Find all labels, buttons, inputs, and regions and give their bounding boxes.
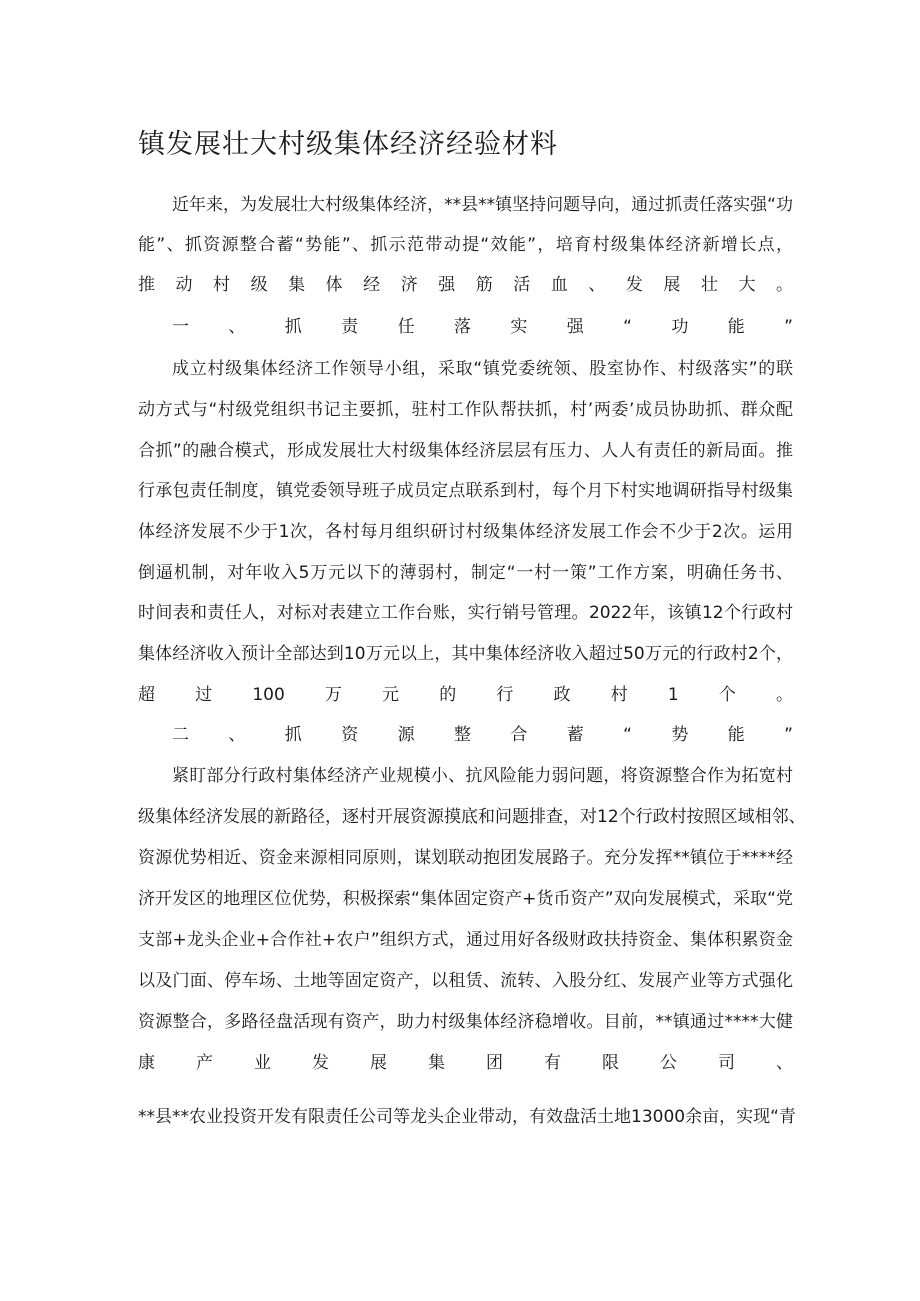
paragraph-line: 资源整合，多路径盘活现有资产，助力村级集体经济稳增收。目前，**镇通过****大健 <box>138 1012 793 1032</box>
paragraph-line: 级集体经济发展的新路径，逐村开展资源摸底和问题排查，对12个行政村按照区域相邻、 <box>138 807 806 827</box>
paragraph-line: 超过100万元的行政村1个。 <box>138 685 793 705</box>
paragraph-line: 体经济发展不少于1次，各村每月组织研讨村级集体经济发展工作会不少于2次。运用 <box>138 522 793 542</box>
paragraph-line: 支部+龙头企业+合作社+农户”组织方式，通过用好各级财政扶持资金、集体积累资金 <box>138 930 793 950</box>
paragraph-line: 近年来，为发展壮大村级集体经济，**县**镇坚持问题导向，通过抓责任落实强“功 <box>172 195 793 215</box>
paragraph-line: 时间表和责任人，对标对表建立工作台账，实行销号管理。2022年，该镇12个行政村 <box>138 603 793 623</box>
paragraph-line: 能”、抓资源整合蓄“势能”、抓示范带动提“效能”，培育村级集体经济新增长点， <box>138 235 793 255</box>
paragraph-line: 集体经济收入预计全部达到10万元以上，其中集体经济收入超过50万元的行政村2个， <box>138 644 793 664</box>
paragraph-line: 济开发区的地理区位优势，积极探索“集体固定资产+货币资产”双向发展模式，采取“党 <box>138 889 793 909</box>
paragraph-line: 动方式与“村级党组织书记主要抓，驻村工作队帮扶抓，村’两委’成员协助抓、群众配 <box>138 400 793 420</box>
paragraph-line: 紧盯部分行政村集体经济产业规模小、抗风险能力弱问题，将资源整合作为拓宽村 <box>172 766 793 786</box>
paragraph-line: 以及门面、停车场、土地等固定资产，以租赁、流转、入股分红、发展产业等方式强化 <box>138 971 793 991</box>
document-title: 镇发展壮大村级集体经济经验材料 <box>138 129 558 160</box>
paragraph-line: 行承包责任制度，镇党委领导班子成员定点联系到村，每个月下村实地调研指导村级集 <box>138 481 793 501</box>
paragraph-line: 康产业发展集团有限公司、 <box>138 1053 793 1073</box>
paragraph-line: **县**农业投资开发有限责任公司等龙头企业带动，有效盘活土地13000余亩，实现“青 <box>138 1107 796 1127</box>
paragraph-line: 成立村级集体经济工作领导小组，采取“镇党委统领、股室协作、村级落实”的联 <box>172 359 793 379</box>
paragraph-line: 倒逼机制，对年收入5万元以下的薄弱村，制定“一村一策”工作方案，明确任务书、 <box>138 563 793 583</box>
paragraph-line: 资源优势相近、资金来源相同原则，谋划联动抱团发展路子。充分发挥**镇位于****经 <box>138 848 793 868</box>
section-heading: 一、抓责任落实强“功能” <box>172 317 793 337</box>
section-heading: 二、抓资源整合蓄“势能” <box>172 725 793 745</box>
paragraph-line: 推动村级集体经济强筋活血、发展壮大。 <box>138 275 793 295</box>
paragraph-line: 合抓”的融合模式，形成发展壮大村级集体经济层层有压力、人人有责任的新局面。推 <box>138 441 793 461</box>
